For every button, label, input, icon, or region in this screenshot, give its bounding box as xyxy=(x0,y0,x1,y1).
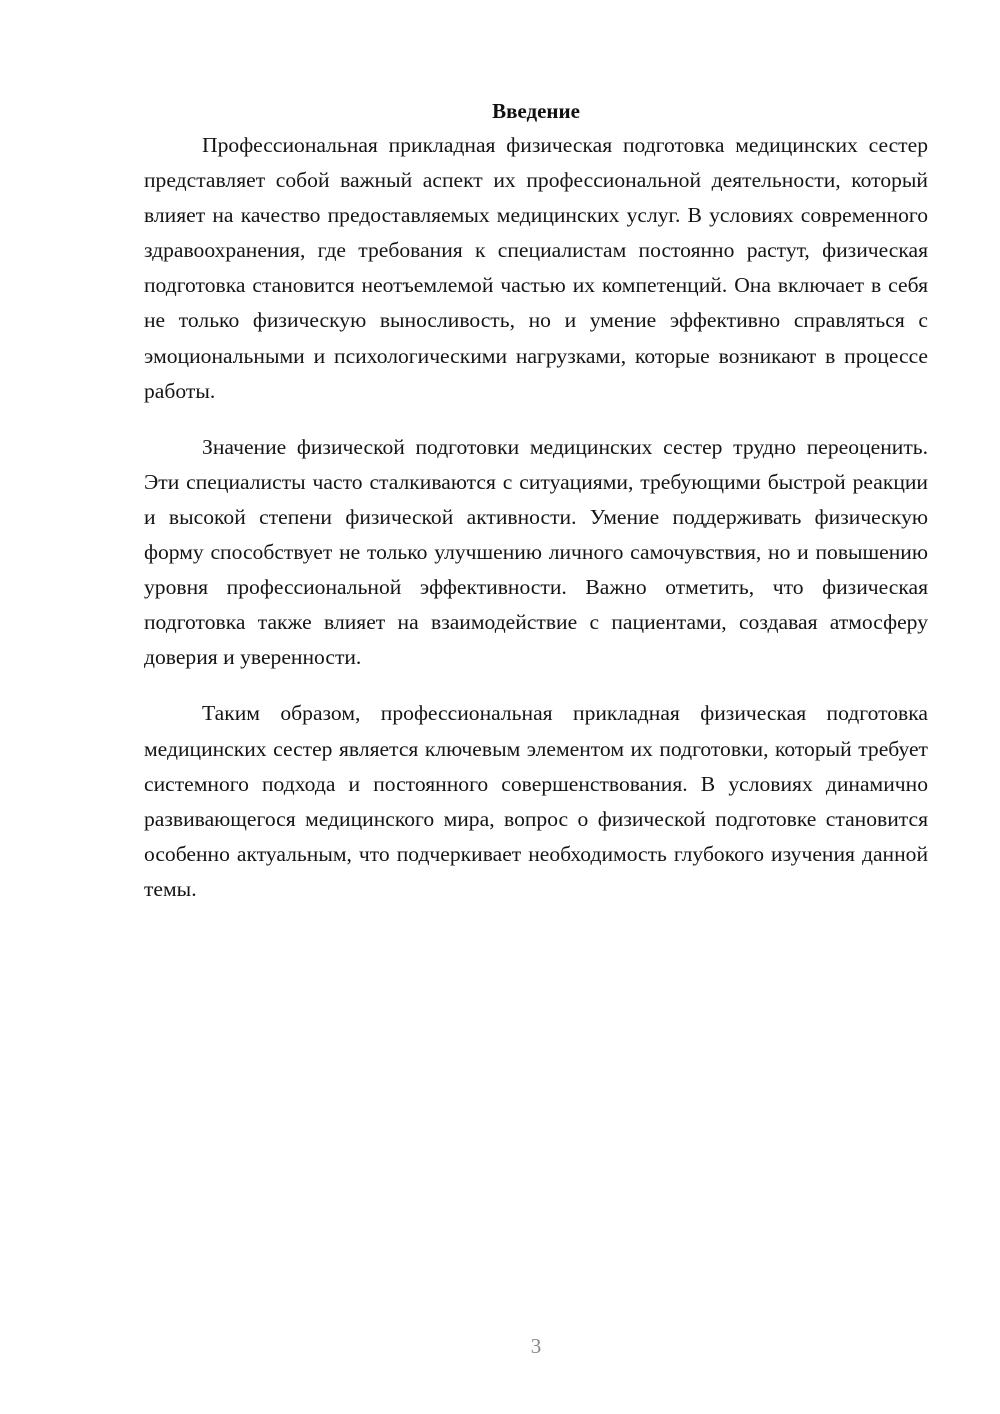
page-number: 3 xyxy=(530,1334,542,1358)
section-heading: Введение xyxy=(492,99,580,123)
paragraph-1: Профессиональная прикладная физическая подготовка медицинских сестер представляет собой важный аспект их профессиональной деятельности, который влияет на качество предоставляемых медицинских услуг. В условиях современного здравоохранения, где требования к специалистам постоянно растут, физическая подготовка становится неотъемлемой частью их компетенций. Она включает в себя не только физическую выносливость, но и умение эффективно справляться с эмоциональными и психологическими нагрузками, которые возникают в процессе работы. xyxy=(144,133,928,403)
page-content xyxy=(144,94,928,907)
paragraph-3: Таким образом, профессиональная прикладная физическая подготовка медицинских сестер является ключевым элементом их подготовки, который требует системного подхода и постоянного совершенствования. В условиях динамично развивающегося медицинского мира, вопрос о физической подготовке становится особенно актуальным, что подчеркивает необходимость глубокого изучения данной темы. xyxy=(144,701,928,901)
paragraph-2: Значение физической подготовки медицинских сестер трудно переоценить. Эти специалисты часто сталкиваются с ситуациями, требующими быстрой реакции и высокой степени физической активности. Умение поддерживать физическую форму способствует не только улучшению личного самочувствия, но и повышению уровня профессиональной эффективности. Важно отметить, что физическая подготовка также влияет на взаимодействие с пациентами, создавая атмосферу доверия и уверенности. xyxy=(144,434,928,670)
